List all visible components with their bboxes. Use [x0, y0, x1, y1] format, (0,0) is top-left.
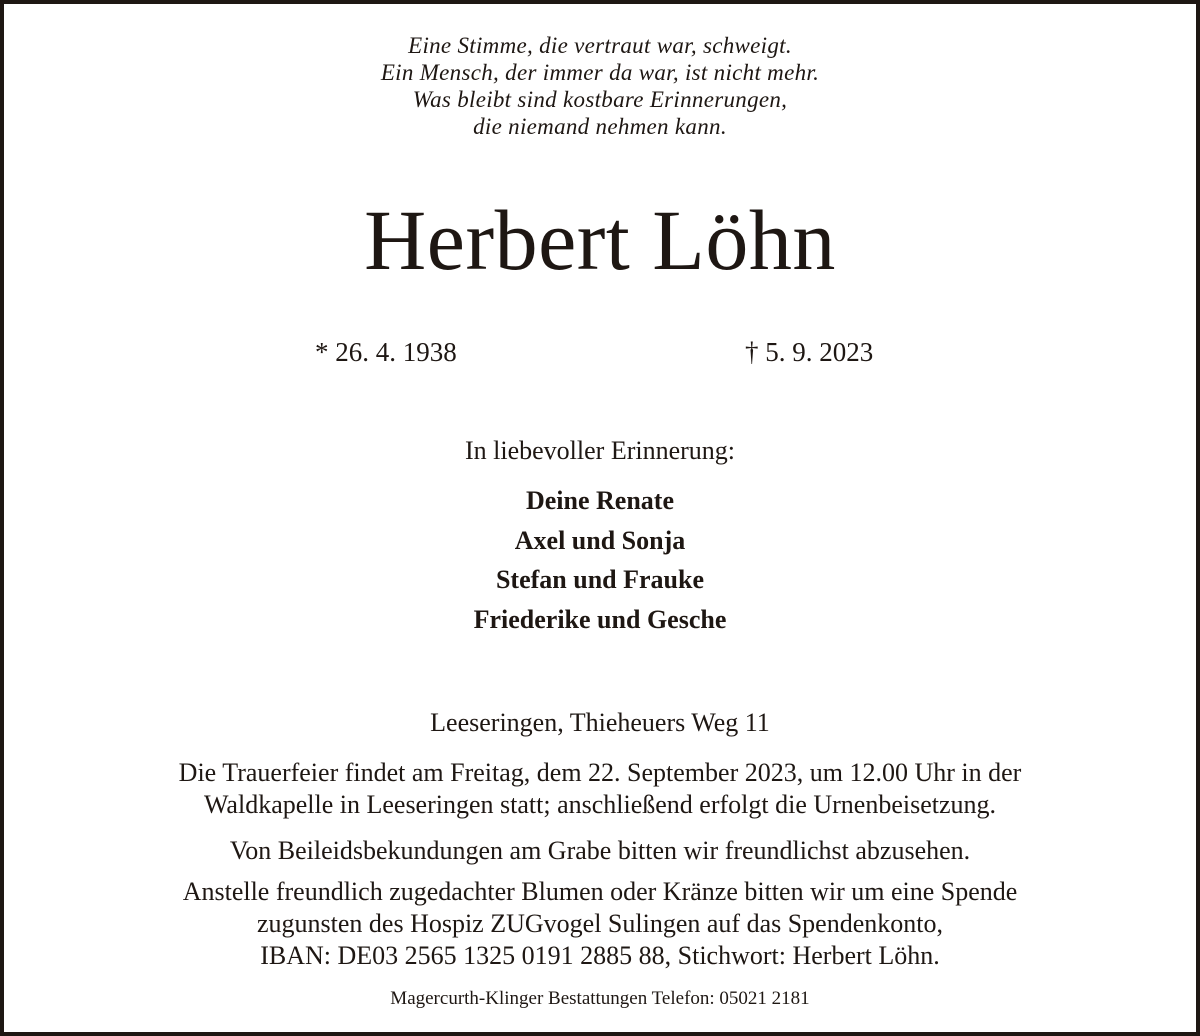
donation-notice-line: Anstelle freundlich zugedachter Blumen oder Kränze bitten wir um eine Spende [182, 877, 1018, 906]
donation-notice-line: zugunsten des Hospiz ZUGvogel Sulingen auf das Spendenkonto, [256, 909, 943, 938]
poem-line: Eine Stimme, die vertraut war, schweigt. [408, 33, 792, 58]
poem-line: die niemand nehmen kann. [473, 114, 727, 139]
funeral-notice-line: Die Trauerfeier findet am Freitag, dem 22. September 2023, um 12.00 Uhr in der [178, 758, 1022, 787]
condolence-notice [0, 835, 1200, 867]
donation-notice [0, 876, 1200, 972]
family-address: Leeseringen, Thieheuers Weg 11 [430, 708, 770, 737]
mourner-entry: Stefan und Frauke [495, 565, 705, 594]
funeral-home-contact: Magercurth-Klinger Bestattungen Telefon: 05021 2181 [390, 988, 810, 1009]
remembrance-intro: In liebevoller Erinnerung: [464, 436, 736, 465]
donation-notice-line: IBAN: DE03 2565 1325 0191 2885 88, Stichwort: Herbert Löhn. [260, 941, 940, 970]
memorial-poem [0, 32, 1200, 140]
deceased-name: Herbert Löhn [364, 192, 836, 288]
poem-line: Ein Mensch, der immer da war, ist nicht mehr. [380, 60, 820, 85]
poem-line: Was bleibt sind kostbare Erinnerungen, [412, 87, 788, 112]
mourner-entry: Axel und Sonja [514, 525, 686, 555]
mourner-entry: Friederike und Gesche [473, 604, 727, 634]
mourners-list [0, 481, 1200, 639]
birth-date: * 26. 4. 1938 [315, 337, 457, 367]
funeral-notice [0, 757, 1200, 821]
funeral-notice-line: Waldkapelle in Leeseringen statt; anschließend erfolgt die Urnenbeisetzung. [203, 790, 997, 819]
death-date: † 5. 9. 2023 [745, 337, 874, 367]
condolence-notice-line: Von Beileidsbekundungen am Grabe bitten wir freundlichst abzusehen. [229, 836, 971, 865]
mourner-entry: Deine Renate [525, 486, 674, 515]
